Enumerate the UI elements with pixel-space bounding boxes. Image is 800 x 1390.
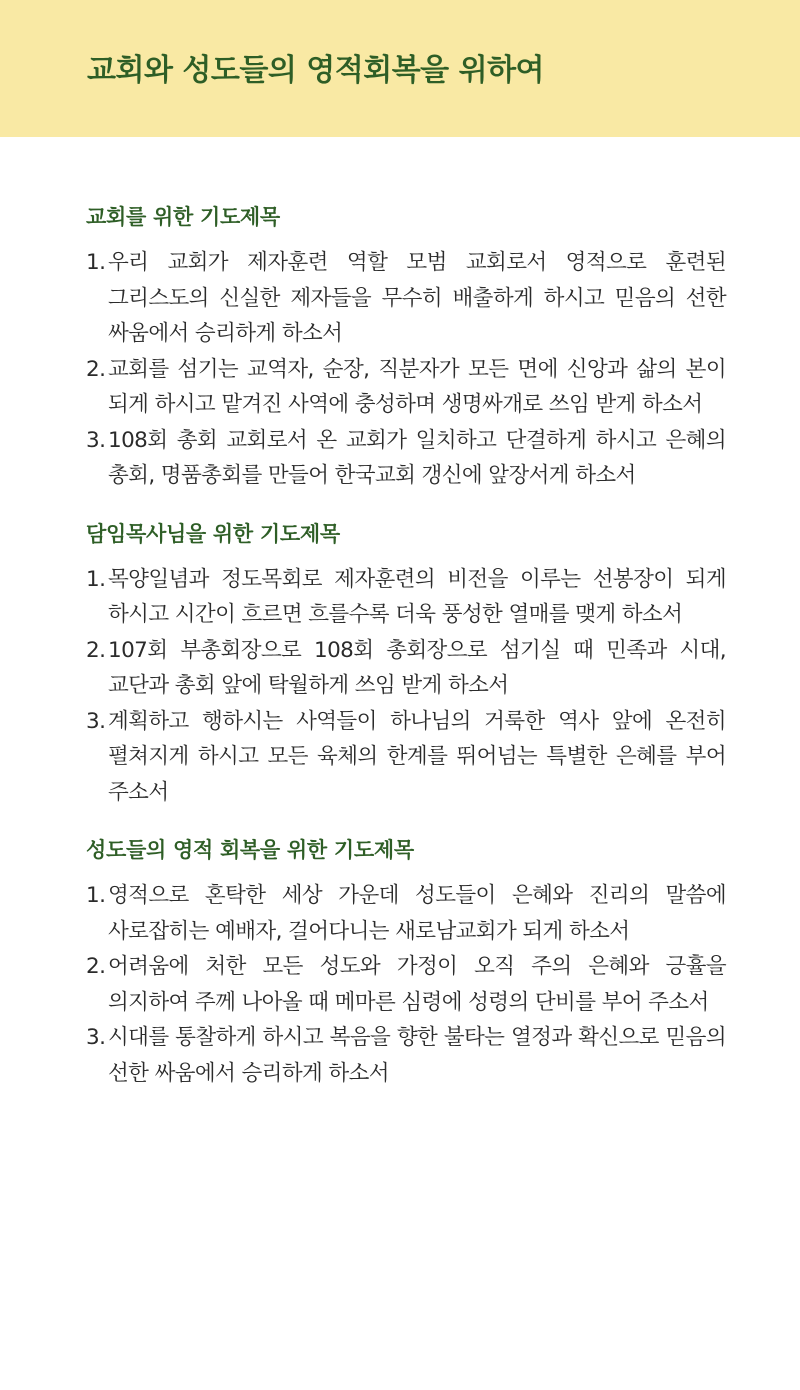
item-text: 107회 부총회장으로 108회 총회장으로 섬기실 때 민족과 시대, 교단과 총회 앞에 탁월하게 쓰임 받게 하소서: [108, 637, 726, 698]
list-item: [86, 423, 726, 494]
list-item: [86, 562, 726, 633]
list-item: [86, 352, 726, 423]
section-pastor: [86, 518, 726, 811]
item-text: 108회 총회 교회로서 온 교회가 일치하고 단결하게 하시고 은혜의 총회, 명품총회를 만들어 한국교회 갱신에 앞장서게 하소서: [108, 427, 726, 488]
item-text: 시대를 통찰하게 하시고 복음을 향한 불타는 열정과 확신으로 믿음의 선한 싸움에서 승리하게 하소서: [108, 1025, 726, 1086]
prayer-list: [86, 878, 726, 1091]
item-text: 계획하고 행하시는 사역들이 하나님의 거룩한 역사 앞에 온전히 펼쳐지게 하시고 모든 육체의 한계를 뛰어넘는 특별한 은혜를 부어 주소서: [108, 708, 726, 805]
list-item: [86, 1020, 726, 1091]
section-heading: 성도들의 영적 회복을 위한 기도제목: [86, 838, 414, 862]
prayer-list: [86, 245, 726, 494]
item-text: 어려움에 처한 모든 성도와 가정이 오직 주의 은혜와 긍휼을 의지하여 주께 나아올 때 메마른 심령에 성령의 단비를 부어 주소서: [108, 954, 726, 1015]
item-text: 교회를 섬기는 교역자, 순장, 직분자가 모든 면에 신앙과 삶의 본이 되게 하시고 맡겨진 사역에 충성하며 생명싸개로 쓰임 받게 하소서: [108, 356, 726, 417]
list-item: [86, 245, 726, 352]
section-church: [86, 201, 726, 494]
item-text: 목양일념과 정도목회로 제자훈련의 비전을 이루는 선봉장이 되게 하시고 시간이 흐르면 흐를수록 더욱 풍성한 열매를 맺게 하소서: [108, 566, 726, 627]
list-item: [86, 633, 726, 704]
item-number: 1.: [86, 250, 106, 275]
page-title: 교회와 성도들의 영적회복을 위하여: [87, 53, 545, 88]
item-text: 우리 교회가 제자훈련 역할 모범 교회로서 영적으로 훈련된 그리스도의 신실한 제자들을 무수히 배출하게 하시고 믿음의 선한 싸움에서 승리하게 하소서: [108, 250, 726, 346]
item-number: 1.: [86, 566, 106, 592]
list-item: [86, 878, 726, 949]
item-number: 2.: [86, 637, 106, 663]
prayer-list: [86, 562, 726, 811]
list-item: [86, 949, 726, 1020]
item-number: 1.: [86, 883, 106, 908]
prayer-content: [0, 137, 726, 1091]
section-heading: 교회를 위한 기도제목: [86, 205, 280, 229]
item-number: 3.: [86, 427, 106, 453]
item-text: 영적으로 혼탁한 세상 가운데 성도들이 은혜와 진리의 말씀에 사로잡히는 예배자, 걸어다니는 새로남교회가 되게 하소서: [108, 883, 726, 944]
item-number: 2.: [86, 356, 106, 382]
item-number: 3.: [86, 708, 106, 734]
list-item: [86, 704, 726, 811]
section-heading: 담임목사님을 위한 기도제목: [86, 521, 340, 546]
header-band: [0, 0, 800, 137]
item-number: 3.: [86, 1025, 106, 1050]
section-members: [86, 834, 726, 1091]
item-number: 2.: [86, 954, 106, 979]
